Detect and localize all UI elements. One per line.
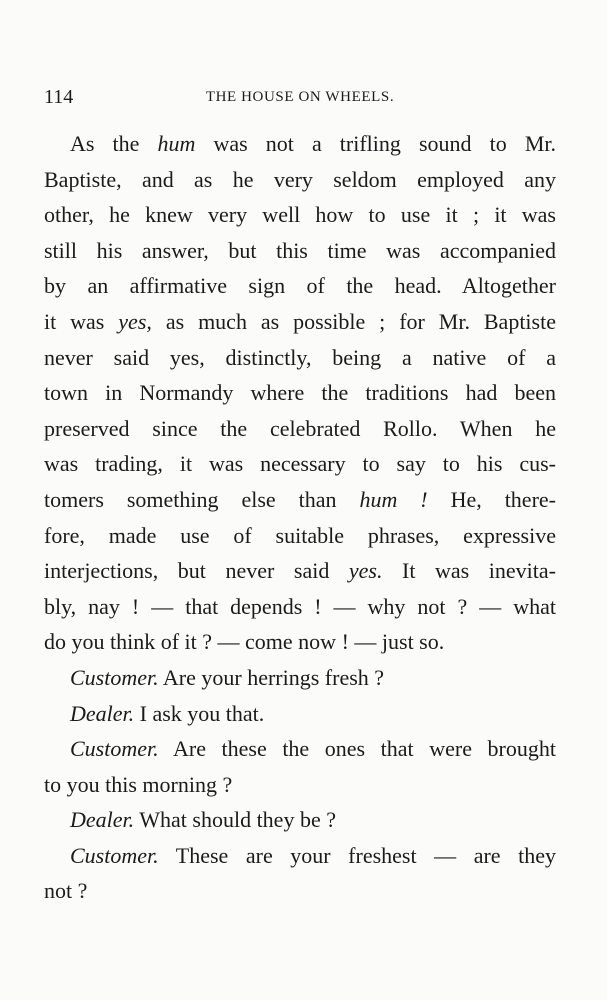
text-span: to you this morning ? (44, 771, 233, 797)
text-line (44, 731, 556, 767)
text-span: I ask you that. (134, 700, 265, 726)
text-line (44, 802, 556, 838)
text-span: Are your herrings fresh ? (158, 664, 385, 690)
italic-text: Dealer. (70, 700, 135, 726)
text-span: fore, made use of suitable phrases, expressive (44, 522, 556, 548)
text-span: Baptiste, and as he very seldom employed any (44, 166, 556, 192)
text-span: He, there- (427, 486, 556, 512)
text-line (44, 553, 556, 589)
text-span: preserved since the celebrated Rollo. When he (44, 415, 556, 441)
text-line (44, 126, 556, 162)
italic-text: hum (157, 131, 196, 156)
text-line (44, 482, 556, 518)
text-line (44, 375, 556, 411)
text-span: bly, nay ! — that depends ! — why not ? — what (44, 593, 556, 619)
text-span: it was (44, 308, 119, 334)
text-line (44, 838, 556, 874)
text-line (44, 233, 556, 269)
text-span: not ? (44, 878, 88, 904)
text-span: What should they be ? (134, 807, 336, 833)
italic-text: yes, (118, 308, 152, 334)
italic-text: Customer. (70, 842, 159, 868)
text-span: other, he knew very well how to use it ; it was (44, 202, 556, 228)
text-line (44, 304, 556, 340)
text-span: As the (70, 131, 158, 156)
text-line (44, 518, 556, 554)
italic-text: Customer. (70, 664, 159, 690)
text-span: never said yes, distinctly, being a native of a (44, 344, 556, 370)
text-line (44, 696, 556, 732)
text-line (44, 446, 556, 482)
text-line (44, 624, 556, 660)
page-header (44, 84, 556, 110)
text-span: was not a trifling sound to Mr. (195, 131, 557, 156)
text-span: tomers something else than (44, 486, 360, 512)
running-title: THE HOUSE ON WHEELS. (205, 89, 395, 105)
text-span: town in Normandy where the traditions had been (44, 380, 556, 406)
italic-text: yes. (348, 558, 383, 584)
text-span: as much as possible ; for Mr. Baptiste (151, 308, 556, 334)
text-line (44, 767, 556, 803)
text-span: These are your freshest — are they (158, 842, 556, 868)
italic-text: Dealer. (70, 807, 135, 833)
text-span: do you think of it ? — come now ! — just so. (44, 629, 445, 655)
text-span: It was inevita- (382, 558, 556, 584)
text-line (44, 411, 556, 447)
text-line (44, 197, 556, 233)
text-span: Are these the ones that were brought (158, 736, 556, 762)
body-text (44, 126, 556, 909)
text-line (44, 873, 556, 909)
text-span: by an affirmative sign of the head. Altogether (44, 273, 556, 299)
text-line (44, 162, 556, 198)
page-number: 114 (44, 86, 74, 108)
text-line (44, 589, 556, 625)
text-line (44, 340, 556, 376)
text-span: was trading, it was necessary to say to his cus- (44, 451, 556, 477)
text-span: still his answer, but this time was accompanied (44, 237, 556, 263)
text-span: interjections, but never said (44, 558, 349, 584)
italic-text: hum ! (359, 486, 428, 512)
italic-text: Customer. (70, 736, 159, 762)
text-line (44, 268, 556, 304)
text-line (44, 660, 556, 696)
